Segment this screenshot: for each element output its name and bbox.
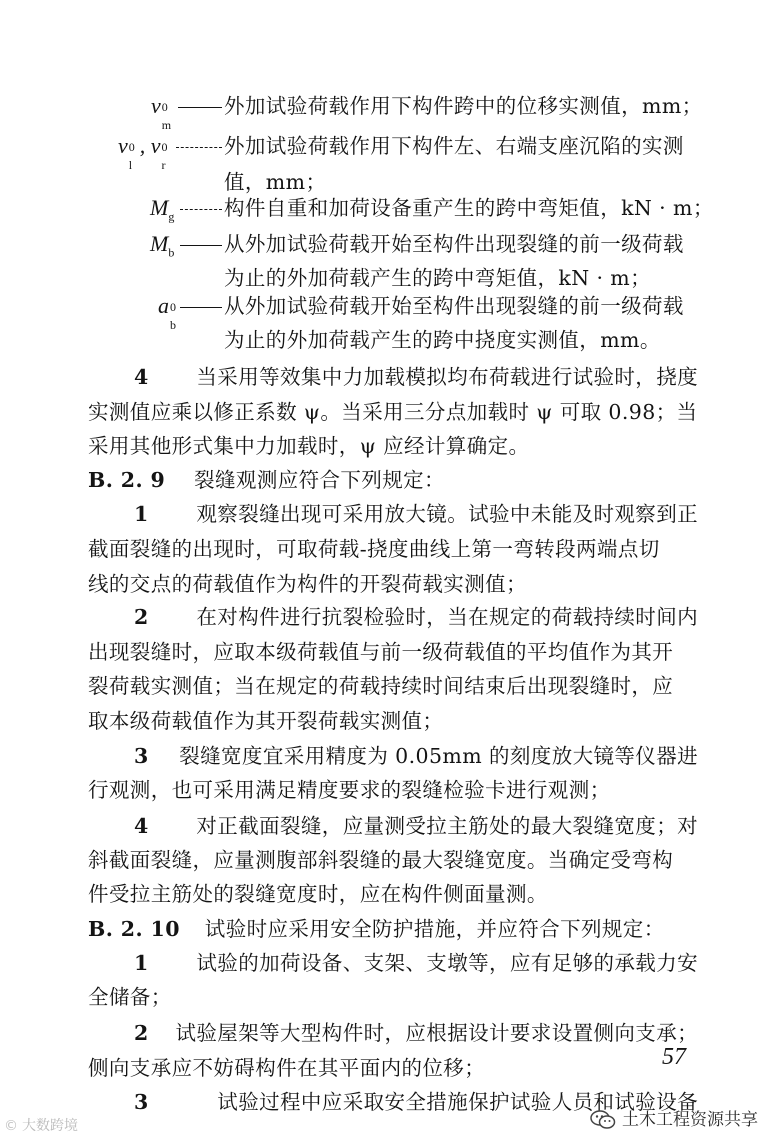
watermark-left	[4, 1116, 78, 1136]
symbol-m-g: $M_g$	[150, 195, 175, 224]
item-number: 3	[134, 1090, 149, 1114]
item-text: 全储备；	[88, 985, 172, 1009]
wechat-icon	[590, 1110, 616, 1130]
watermark-left-text: 大数跨境	[22, 1118, 78, 1134]
item-number: 1	[134, 951, 149, 975]
item-text: 裂荷载实测值；当在规定的荷载持续时间结束后出现裂缝时，应	[88, 674, 674, 698]
section-id: B. 2. 10	[88, 917, 180, 941]
item-text: 在对构件进行抗裂检验时，当在规定的荷载持续时间内	[196, 605, 698, 629]
definition-text: 从外加试验荷载开始至构件出现裂缝的前一级荷载	[224, 294, 684, 318]
item-text: 对正截面裂缝，应量测受拉主筋处的最大裂缝宽度；对	[196, 814, 698, 838]
copyright-icon: ©	[4, 1118, 18, 1134]
item-text: 侧向支承应不妨碍构件在其平面内的位移；	[88, 1056, 486, 1080]
definition-dash	[180, 307, 222, 308]
watermark-right-text: 土木工程资源共享	[622, 1110, 758, 1130]
definition-text: 外加试验荷载作用下构件左、右端支座沉陷的实测	[224, 134, 684, 158]
section-id: B. 2. 9	[88, 468, 166, 492]
definition-text: 为止的外加荷载产生的跨中挠度实测值，mm。	[224, 328, 661, 352]
b210-item-1-line-1	[88, 943, 698, 983]
definition-text: 外加试验荷载作用下构件跨中的位移实测值，mm；	[224, 94, 703, 118]
item-number: 4	[134, 814, 149, 838]
item-text: 试验的加荷设备、支架、支墩等，应有足够的承载力安	[196, 951, 698, 975]
item-text: 试验屋架等大型构件时，应根据设计要求设置侧向支承；	[175, 1021, 698, 1045]
definition-text: 为止的外加荷载产生的跨中弯矩值，kN · m；	[224, 266, 652, 290]
item-text: 件受拉主筋处的裂缝宽度时，应在构件侧面量测。	[88, 882, 548, 906]
item-text: 斜截面裂缝，应量测腹部斜裂缝的最大裂缝宽度。当确定受弯构	[88, 848, 674, 872]
b29-item-2-line-1	[88, 597, 698, 637]
item-number: 3	[134, 744, 149, 768]
definition-text: 从外加试验荷载开始至构件出现裂缝的前一级荷载	[224, 232, 684, 256]
definition-dash	[176, 147, 222, 148]
definition-text: 值，mm；	[224, 170, 327, 194]
symbol-m-b: $M_b$	[150, 231, 175, 260]
item-text: 截面裂缝的出现时，可取荷载-挠度曲线上第一弯转段两端点切	[88, 537, 660, 561]
definition-dash	[178, 107, 222, 108]
watermark-source	[590, 1108, 758, 1132]
item-text: 观察裂缝出现可采用放大镜。试验中未能及时观察到正	[196, 502, 698, 526]
section-title: 试验时应采用安全防护措施，并应符合下列规定：	[204, 917, 665, 941]
item-4-line-1	[88, 357, 698, 397]
item-text: 行观测，也可采用满足精度要求的裂缝检验卡进行观测；	[88, 778, 611, 802]
definition-text: 构件自重和加荷设备重产生的跨中弯矩值，kN · m；	[224, 196, 714, 220]
item-text: 试验过程中应采取安全措施保护试验人员和试验设备	[217, 1090, 698, 1114]
item-text: 取本级荷载值作为其开裂荷载实测值；	[88, 709, 444, 733]
item-number: 4	[134, 365, 149, 389]
item-number: 2	[134, 605, 149, 629]
b29-item-1-line-1	[88, 494, 698, 534]
page-number: 57	[662, 1044, 686, 1070]
section-title: 裂缝观测应符合下列规定：	[194, 468, 445, 492]
item-text: 出现裂缝时，应取本级荷载值与前一级荷载值的平均值作为其开	[88, 640, 674, 664]
item-text: 当采用等效集中力加载模拟均布荷载进行试验时，挠度	[196, 365, 698, 389]
symbol-a-b0: a 0 b	[158, 293, 176, 332]
item-4-line-3: 采用其他形式集中力加载时，ψ 应经计算确定。	[88, 434, 530, 458]
definition-dash	[180, 209, 222, 210]
b210-item-2-line-1	[88, 1013, 698, 1053]
symbol-v-l0-v-r0: v 0 l , v 0 r	[118, 133, 168, 172]
item-text: 裂缝宽度宜采用精度为 0.05mm 的刻度放大镜等仪器进	[179, 744, 698, 768]
symbol-v-m0: v 0 m	[151, 93, 172, 132]
item-4-line-2: 实测值应乘以修正系数 ψ。当采用三分点加载时 ψ 可取 0.98；当	[88, 400, 698, 424]
item-text: 线的交点的荷载值作为构件的开裂荷载实测值；	[88, 572, 527, 596]
definition-dash	[180, 245, 222, 246]
item-number: 2	[134, 1021, 149, 1045]
item-number: 1	[134, 502, 149, 526]
